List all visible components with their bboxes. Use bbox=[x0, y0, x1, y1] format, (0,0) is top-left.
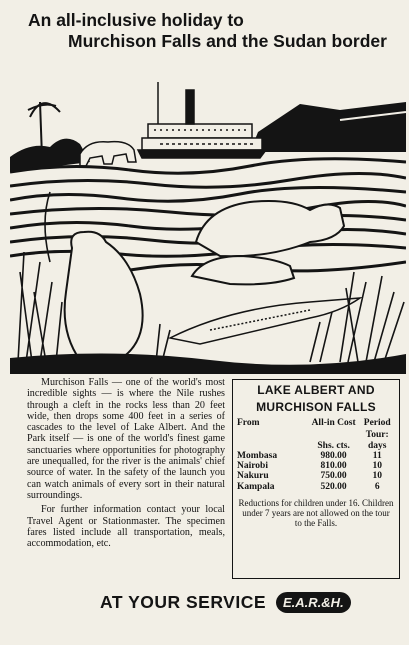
col-cost-header: All-in Cost bbox=[311, 418, 356, 428]
col-period-header: Period bbox=[363, 418, 391, 428]
headline bbox=[28, 10, 403, 52]
fare-row bbox=[237, 461, 397, 471]
fare-from: Nakuru bbox=[237, 471, 269, 482]
fare-days: 10 bbox=[372, 461, 382, 472]
headline-line-1: An all-inclusive holiday to bbox=[28, 10, 244, 30]
fare-days: 11 bbox=[372, 450, 382, 461]
slogan: AT YOUR SERVICE bbox=[100, 591, 267, 612]
fare-from: Nairobi bbox=[237, 461, 268, 472]
footer bbox=[100, 589, 351, 615]
ear-logo: E.A.R.&H. bbox=[276, 592, 351, 613]
fares-title-line-1: LAKE ALBERT AND bbox=[257, 383, 375, 397]
fare-cost: 750.00 bbox=[320, 471, 347, 482]
fare-cost: 980.00 bbox=[320, 450, 347, 461]
fares-units-row-2 bbox=[237, 441, 397, 451]
fares-note: Reductions for children under 16. Children under 7 years are not allowed on the tour to the Falls. bbox=[238, 498, 394, 529]
body-paragraph-2: For further information contact your local Travel Agent or Stationmaster. The specimen fares listed include all transportation, meals, accommodation, etc. bbox=[27, 504, 225, 550]
river-illustration bbox=[10, 62, 406, 374]
fare-cost: 520.00 bbox=[320, 481, 347, 492]
unit-period-1: Tour: bbox=[365, 430, 389, 441]
fares-box bbox=[232, 379, 400, 579]
fare-from: Mombasa bbox=[237, 450, 278, 461]
fares-table bbox=[237, 418, 397, 492]
unit-cost: Shs. cts. bbox=[317, 440, 350, 451]
fare-row bbox=[237, 482, 397, 492]
col-from-header: From bbox=[237, 418, 260, 428]
unit-period-2: days bbox=[368, 440, 387, 451]
headline-line-2: Murchison Falls and the Sudan border bbox=[68, 31, 387, 51]
fares-header-row bbox=[237, 418, 397, 428]
fare-from: Kampala bbox=[237, 481, 275, 492]
fare-days: 10 bbox=[372, 471, 382, 482]
fare-cost: 810.00 bbox=[320, 461, 347, 472]
fares-title bbox=[233, 382, 399, 416]
fares-units-row bbox=[237, 428, 397, 440]
fare-row bbox=[237, 451, 397, 461]
body-paragraph-1: Murchison Falls — one of the world's most incredible sights — is where the Nile rushes through a cleft in the rocks less than 20 feet wide, then drops some 400 feet in a series of cascades to the level of Lake Albert. And the Park itself — is one of the world's finest game sanctuaries where opportunities for photography are unequalled, for the river is the animals' chief source of water. In the safety of the launch you can watch animals of every sort in their natural surroundings. bbox=[27, 377, 225, 501]
fares-title-line-2: MURCHISON FALLS bbox=[256, 400, 376, 414]
fare-days: 6 bbox=[374, 481, 380, 492]
body-copy bbox=[27, 377, 225, 549]
fare-row bbox=[237, 471, 397, 481]
